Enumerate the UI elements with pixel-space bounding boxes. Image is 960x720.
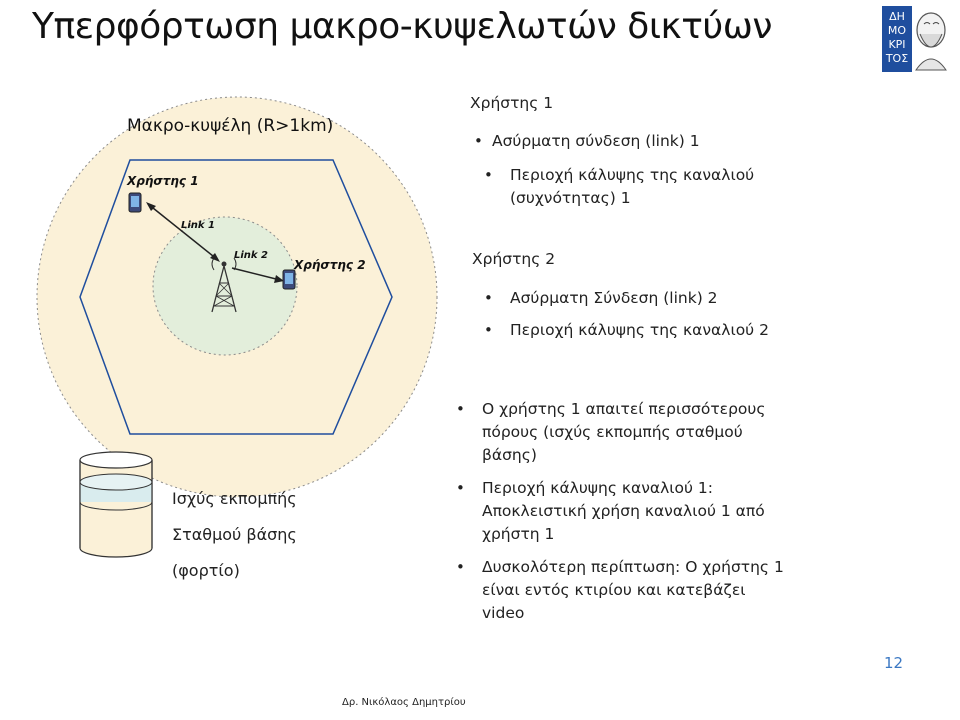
slide-title: Υπερφόρτωση μακρο-κυψελωτών δικτύων xyxy=(32,6,772,47)
user-1-heading: Χρήστης 1 xyxy=(470,94,554,112)
list-item: • Περιοχή κάλυψης της καναλιού 2 xyxy=(474,319,824,342)
load-cylinder-icon xyxy=(80,452,152,557)
user-1-list-2 xyxy=(474,164,844,219)
svg-text:ΤΟΣ: ΤΟΣ xyxy=(885,52,909,65)
legend-line: (φορτίο) xyxy=(172,561,240,580)
user-1-list xyxy=(472,130,852,162)
list-item: • Ασύρματη σύνδεση (link) 1 xyxy=(472,130,852,153)
page-number: 12 xyxy=(884,654,904,672)
link-1-label: Link 1 xyxy=(181,220,216,231)
notes-list xyxy=(446,398,786,634)
user-2-list xyxy=(474,287,824,351)
user-2-heading: Χρήστης 2 xyxy=(472,250,556,268)
load-legend xyxy=(172,481,297,589)
list-item: • Ο χρήστης 1 απαιτεί περισσότερους πόρους (ισχύς εκπομπής σταθμού βάσης) xyxy=(446,398,786,467)
list-item: • Ασύρματη Σύνδεση (link) 2 xyxy=(474,287,824,310)
list-item: • Περιοχή κάλυψης καναλιού 1: Αποκλειστική χρήση καναλιού 1 από χρήστη 1 xyxy=(446,477,786,546)
user-1-label: Χρήστης 1 xyxy=(127,174,199,188)
list-item: • Δυσκολότερη περίπτωση: Ο χρήστης 1 είναι εντός κτιρίου και κατεβάζει video xyxy=(446,556,786,625)
footer-author: Δρ. Νικόλαος Δημητρίου xyxy=(342,697,466,708)
user-1-phone-icon xyxy=(129,193,141,212)
svg-text:ΚΡΙ: ΚΡΙ xyxy=(888,38,906,51)
link-2-label: Link 2 xyxy=(234,250,269,261)
list-item: • Περιοχή κάλυψης της καναλιού (συχνότητας) 1 xyxy=(474,164,844,210)
user-2-label: Χρήστης 2 xyxy=(294,258,366,272)
legend-line: Σταθμού βάσης xyxy=(172,525,297,544)
svg-text:ΔΗ: ΔΗ xyxy=(889,10,905,23)
cell-label: Μακρο-κυψέλη (R>1km) xyxy=(127,116,334,136)
user-2-phone-icon xyxy=(283,270,295,289)
channel-2-coverage xyxy=(153,217,297,355)
legend-line: Ισχύς εκπομπής xyxy=(172,489,297,508)
svg-text:ΜΟ: ΜΟ xyxy=(887,24,907,37)
